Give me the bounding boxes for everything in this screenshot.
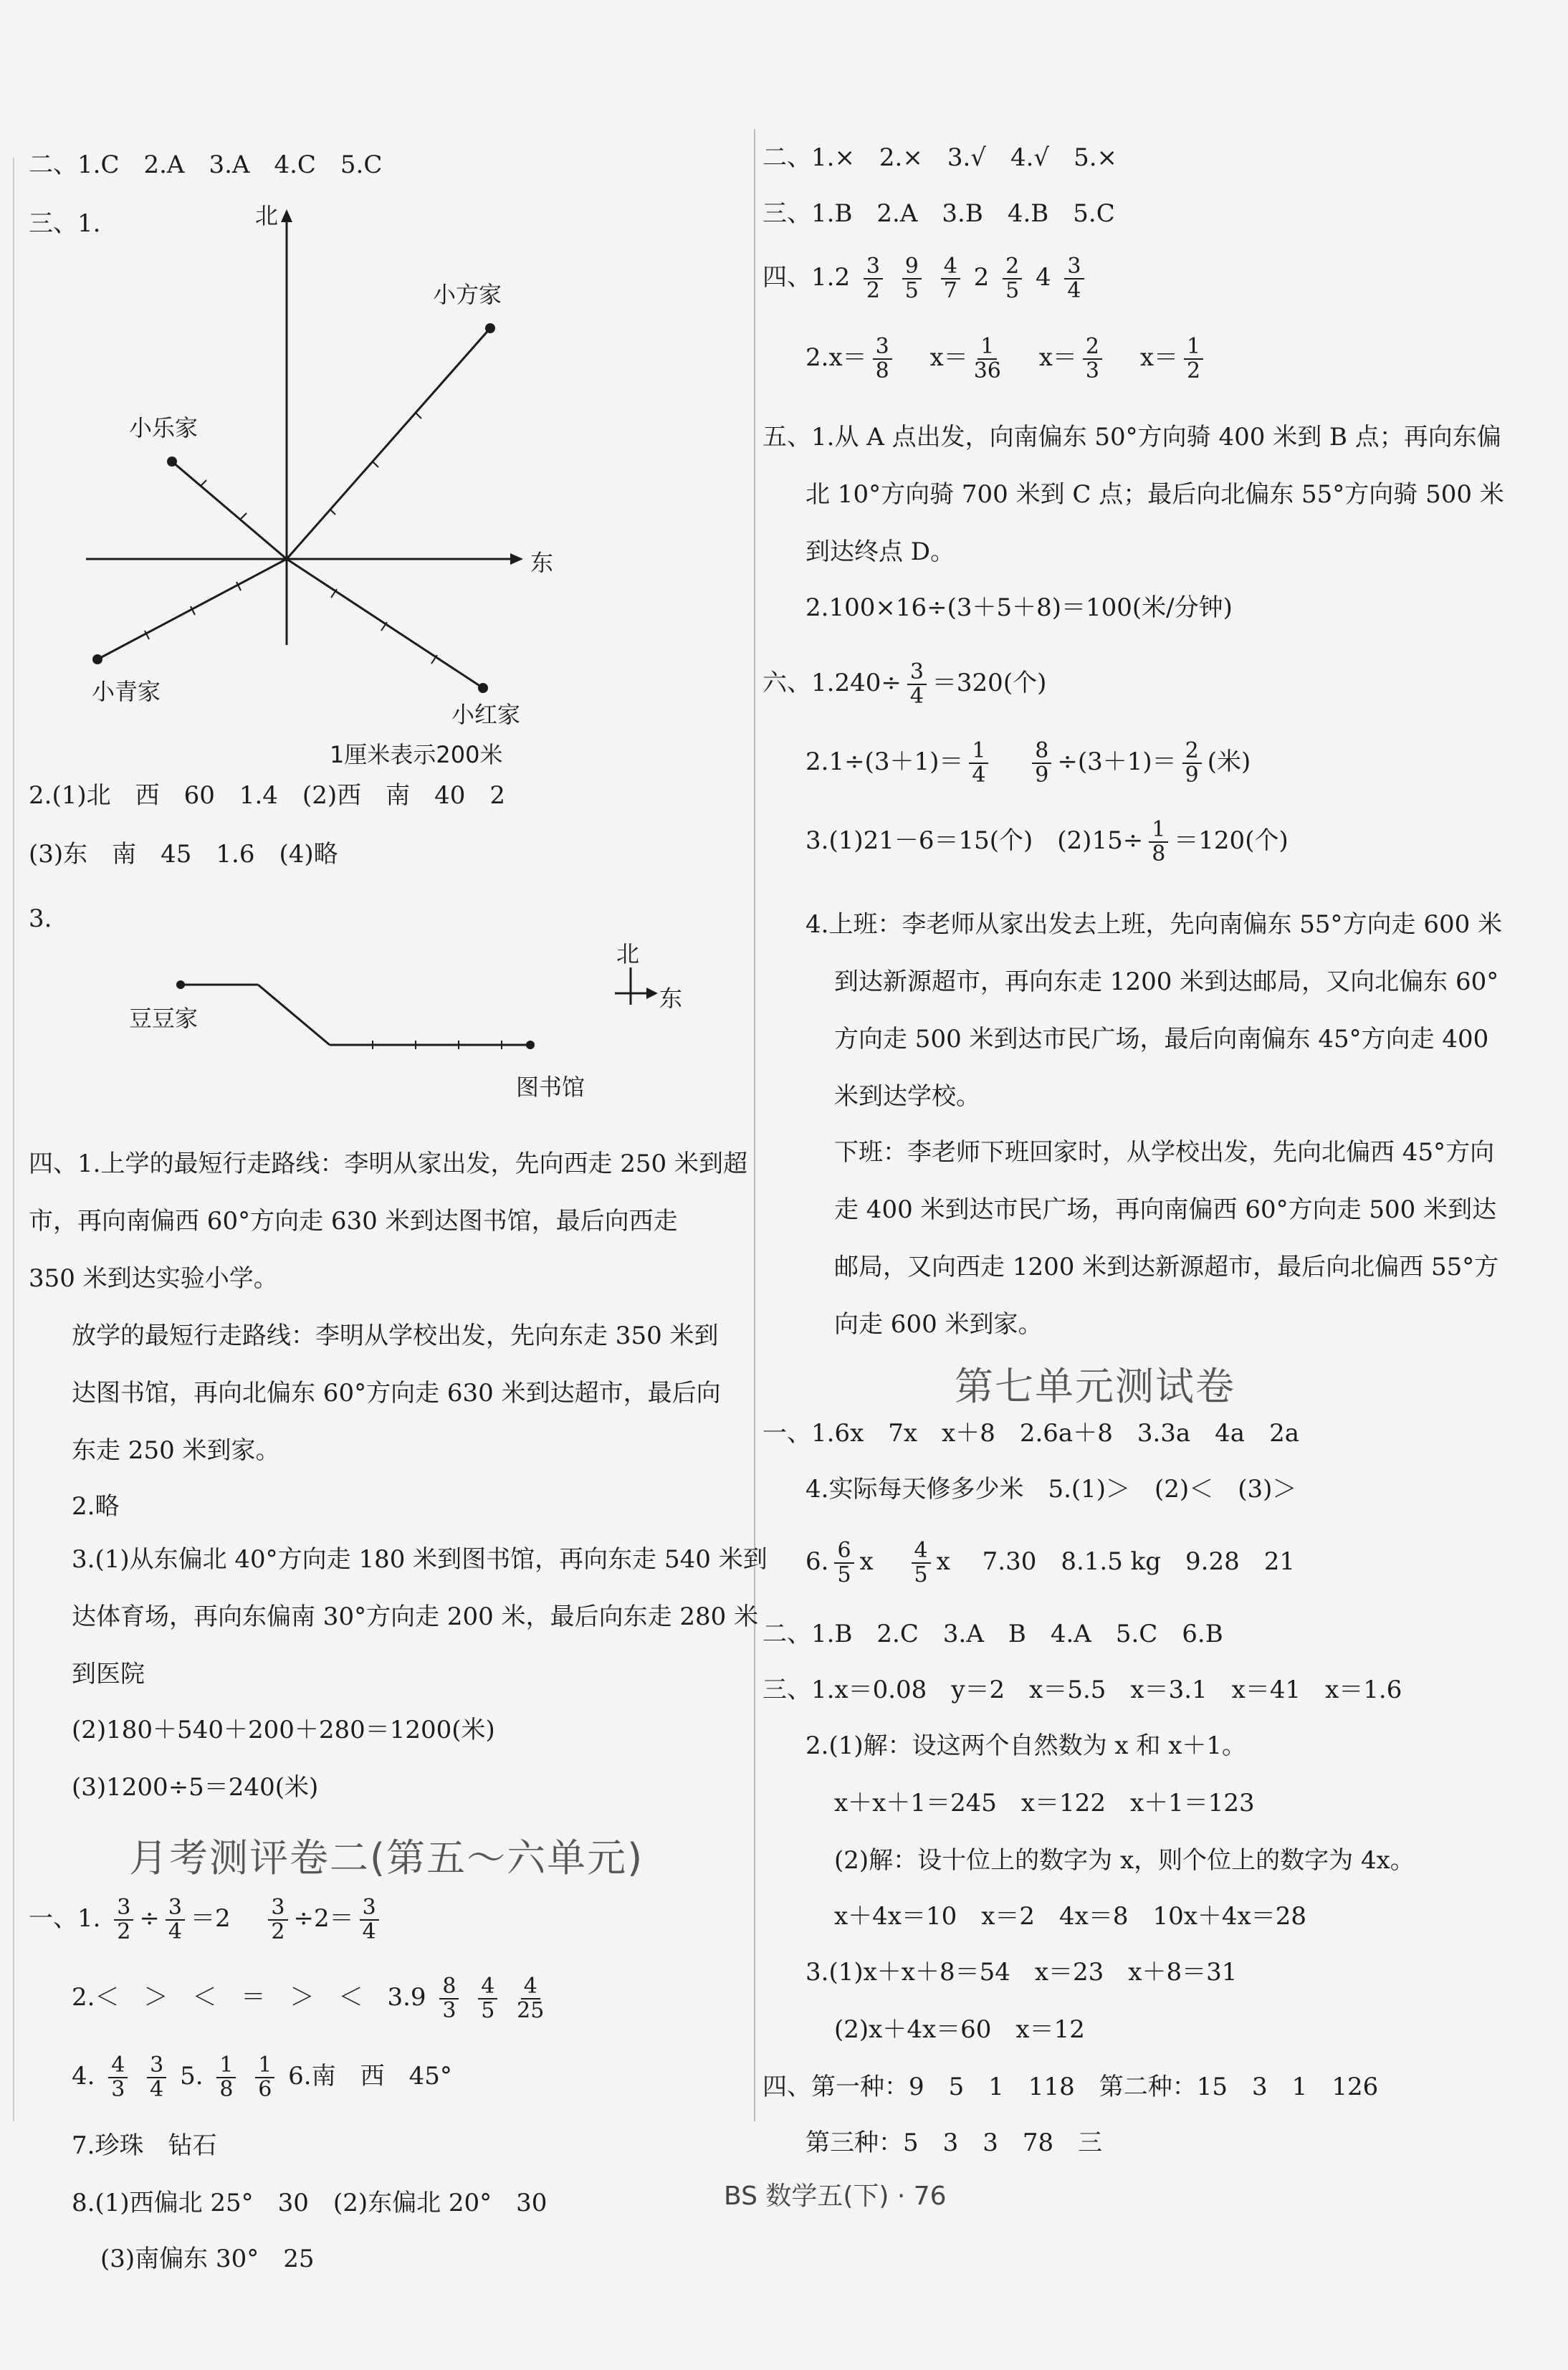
answer-line: x＋4x＝10 x＝2 4x＝8 10x＋4x＝28 xyxy=(834,1902,1306,1931)
fraction: $\frac{1}{8}$ xyxy=(216,2054,236,2101)
answer-line: 达体育场，再向东偏南 30°方向走 200 米，最后向东走 280 米 xyxy=(72,1602,759,1631)
route-diagram xyxy=(29,940,683,1132)
answer-line: 3.(1)从东偏北 40°方向走 180 米到图书馆，再向东走 540 米到 xyxy=(72,1545,768,1574)
answer-line: 6. $\frac{6}{5}$ x $\frac{4}{5}$ x 7.30 8.1.5 kg 9.28 21 xyxy=(805,1538,1295,1587)
answer-line: 7.珍珠 钻石 xyxy=(72,2131,217,2160)
home-label: 豆豆家 xyxy=(129,1005,199,1032)
answer-line: 米到达学校。 xyxy=(834,1082,980,1111)
fraction: $\frac{3}{4}$ xyxy=(147,2054,166,2101)
answer-line: 2.＜ ＞ ＜ ＝ ＞ ＜ 3.9 $\frac{8}{3}$ $\frac{4}{5}$ $\frac{4}{25}$ xyxy=(72,1974,545,2023)
north-label: 北 xyxy=(255,202,279,229)
answer-line: 二、1.B 2.C 3.A B 4.A 5.C 6.B xyxy=(763,1620,1223,1648)
answer-line: 放学的最短行走路线：李明从学校出发，先向东走 350 米到 xyxy=(72,1322,719,1350)
fraction: $\frac{9}{5}$ xyxy=(902,255,922,302)
compass-svg xyxy=(29,201,602,702)
monthly-test-title: 月考测评卷二(第五～六单元) xyxy=(129,1835,644,1881)
answer-line: (2)180＋540＋200＋280＝1200(米) xyxy=(72,1716,495,1744)
fraction: $\frac{3}{2}$ xyxy=(114,1896,133,1944)
xiaoqing-label: 小青家 xyxy=(92,678,161,705)
answer-line: (2)解：设十位上的数字为 x，则个位上的数字为 4x。 xyxy=(834,1846,1415,1875)
fraction: $\frac{3}{4}$ xyxy=(907,661,927,708)
answer-line: 4.上班：李老师从家出发去上班，先向南偏东 55°方向走 600 米 xyxy=(805,910,1503,939)
fraction: $\frac{3}{2}$ xyxy=(864,255,883,302)
answer-line: x＋x＋1＝245 x＝122 x＋1＝123 xyxy=(834,1789,1255,1817)
answer-line: 3. xyxy=(29,904,52,933)
fraction: $\frac{6}{5}$ xyxy=(834,1539,854,1587)
fraction: $\frac{3}{2}$ xyxy=(268,1896,287,1944)
column-divider xyxy=(754,129,755,2121)
fraction: $\frac{4}{5}$ xyxy=(478,1975,497,2022)
xiaofang-label: 小方家 xyxy=(433,281,502,308)
page-footer: BS 数学五(下) · 76 xyxy=(724,2182,947,2211)
answer-line: 走 400 米到达市民广场，再向南偏西 60°方向走 500 米到达 xyxy=(834,1195,1497,1224)
fraction: $\frac{1}{4}$ xyxy=(969,740,988,787)
answer-line: 第三种：5 3 3 78 三 xyxy=(805,2128,1103,2157)
fraction: $\frac{3}{4}$ xyxy=(166,1896,185,1944)
route-north-label: 北 xyxy=(616,940,640,967)
answer-line: 达图书馆，再向北偏东 60°方向走 630 米到达超市，最后向 xyxy=(72,1379,721,1408)
fraction: $\frac{4}{5}$ xyxy=(912,1539,931,1587)
answer-line: (3)1200÷5＝240(米) xyxy=(72,1773,319,1802)
xiaohong-label: 小红家 xyxy=(451,701,521,728)
fraction: $\frac{2}{3}$ xyxy=(1083,335,1102,383)
unit7-title: 第七单元测试卷 xyxy=(955,1364,1235,1409)
answer-line: 2.1÷(3＋1)＝ $\frac{1}{4}$ $\frac{8}{9}$ ÷(3＋1)＝ $\frac{2}{9}$ (米) xyxy=(805,738,1251,788)
answer-line: 五、1.从 A 点出发，向南偏东 50°方向骑 400 米到 B 点；再向东偏 xyxy=(763,423,1501,451)
answer-line: 市，再向南偏西 60°方向走 630 米到达图书馆，最后向西走 xyxy=(29,1207,678,1236)
fraction: $\frac{1}{36}$ xyxy=(973,334,1001,383)
xiaole-label: 小乐家 xyxy=(129,414,199,441)
answer-line: 3.(1)21－6＝15(个) (2)15÷ $\frac{1}{8}$ ＝120(个) xyxy=(805,817,1289,866)
answer-line: 四、第一种：9 5 1 118 第二种：15 3 1 126 xyxy=(763,2073,1379,2101)
route-east-label: 东 xyxy=(659,985,683,1012)
fraction: $\frac{1}{2}$ xyxy=(1184,335,1203,383)
answer-line: 一、1. $\frac{3}{2}$ ÷ $\frac{3}{4}$ ＝2 $\frac{3}{2}$ ÷2＝ $\frac{3}{4}$ xyxy=(29,1896,385,1944)
answer-line: 向走 600 米到家。 xyxy=(834,1310,1043,1339)
answer-line: 六、1.240÷ $\frac{3}{4}$ ＝320(个) xyxy=(763,659,1047,709)
fraction: $\frac{1}{6}$ xyxy=(255,2054,274,2101)
answer-line: 三、1. xyxy=(29,209,101,238)
answer-line: 3.(1)x＋x＋8＝54 x＝23 x＋8＝31 xyxy=(805,1958,1238,1987)
answer-line: 下班：李老师下班回家时，从学校出发，先向北偏西 45°方向 xyxy=(834,1138,1495,1167)
answer-line: 2.略 xyxy=(72,1492,120,1521)
answer-line: 邮局，又向西走 1200 米到达新源超市，最后向北偏西 55°方 xyxy=(834,1253,1499,1281)
answer-line: 2.100×16÷(3＋5＋8)＝100(米/分钟) xyxy=(805,593,1233,622)
library-label: 图书馆 xyxy=(516,1074,585,1101)
answer-line: 2.(1)北 西 60 1.4 (2)西 南 40 2 xyxy=(29,781,505,810)
answer-line: (3)南偏东 30° 25 xyxy=(100,2245,315,2273)
answer-line: 2.(1)解：设这两个自然数为 x 和 x＋1。 xyxy=(805,1731,1247,1760)
answer-line: 4.实际每天修多少米 5.(1)＞ (2)＜ (3)＞ xyxy=(805,1475,1297,1504)
answer-line: (3)东 南 45 1.6 (4)略 xyxy=(29,840,338,869)
answer-line: 到达新源超市，再向东走 1200 米到达邮局，又向北偏东 60° xyxy=(834,967,1499,996)
fraction: $\frac{3}{4}$ xyxy=(1064,255,1084,302)
answer-line: 方向走 500 米到达市民广场，最后向南偏东 45°方向走 400 xyxy=(834,1025,1489,1053)
answer-line: 北 10°方向骑 700 米到 C 点；最后向北偏东 55°方向骑 500 米 xyxy=(805,480,1504,509)
fraction: $\frac{2}{5}$ xyxy=(1003,255,1022,302)
answer-line: 东走 250 米到家。 xyxy=(72,1436,280,1465)
answer-line: 三、1.B 2.A 3.B 4.B 5.C xyxy=(763,199,1115,228)
answer-line: 一、1.6x 7x x＋8 2.6a＋8 3.3a 4a 2a xyxy=(763,1419,1299,1448)
answer-line: 四、1.2 $\frac{3}{2}$ $\frac{9}{5}$ $\frac{4}{7}$ 2 $\frac{2}{5}$ 4 $\frac{3}{4}$ xyxy=(763,255,1090,302)
answer-line: 8.(1)西偏北 25° 30 (2)东偏北 20° 30 xyxy=(72,2189,548,2217)
answer-line: 4. $\frac{4}{3}$ $\frac{3}{4}$ 5. $\frac{1}{8}$ $\frac{1}{6}$ 6.南 西 45° xyxy=(72,2053,452,2102)
fraction: $\frac{3}{8}$ xyxy=(873,335,892,383)
answer-line: 二、1.C 2.A 3.A 4.C 5.C xyxy=(29,150,383,179)
fraction: $\frac{8}{9}$ xyxy=(1032,740,1051,787)
answer-line: 350 米到达实验小学。 xyxy=(29,1264,278,1293)
fraction: $\frac{2}{9}$ xyxy=(1182,740,1202,787)
fraction: $\frac{4}{7}$ xyxy=(941,255,960,302)
fraction: $\frac{1}{8}$ xyxy=(1149,818,1168,866)
fraction: $\frac{8}{3}$ xyxy=(439,1975,459,2022)
answer-line: 四、1.上学的最短行走路线：李明从家出发，先向西走 250 米到超 xyxy=(29,1150,747,1178)
fraction: $\frac{4}{3}$ xyxy=(108,2054,128,2101)
fraction: $\frac{3}{4}$ xyxy=(360,1896,379,1944)
answer-line: 二、1.× 2.× 3.√ 4.√ 5.× xyxy=(763,143,1117,172)
east-label: 东 xyxy=(530,549,554,576)
fraction: $\frac{4}{25}$ xyxy=(517,1974,545,2023)
answer-line: 到达终点 D。 xyxy=(805,537,955,566)
compass-diagram xyxy=(29,201,602,768)
scale-label: 1厘米表示200米 xyxy=(330,741,503,768)
answer-line: (2)x＋4x＝60 x＝12 xyxy=(834,2015,1085,2044)
answer-line: 三、1.x＝0.08 y＝2 x＝5.5 x＝3.1 x＝41 x＝1.6 xyxy=(763,1676,1402,1704)
answer-line: 2.x＝ $\frac{3}{8}$ x＝ $\frac{1}{36}$ x＝ $\frac{2}{3}$ x＝ $\frac{1}{2}$ xyxy=(805,335,1209,383)
left-edge-line xyxy=(13,158,14,2121)
answer-line: 到医院 xyxy=(72,1660,145,1688)
route-svg xyxy=(29,946,674,1132)
